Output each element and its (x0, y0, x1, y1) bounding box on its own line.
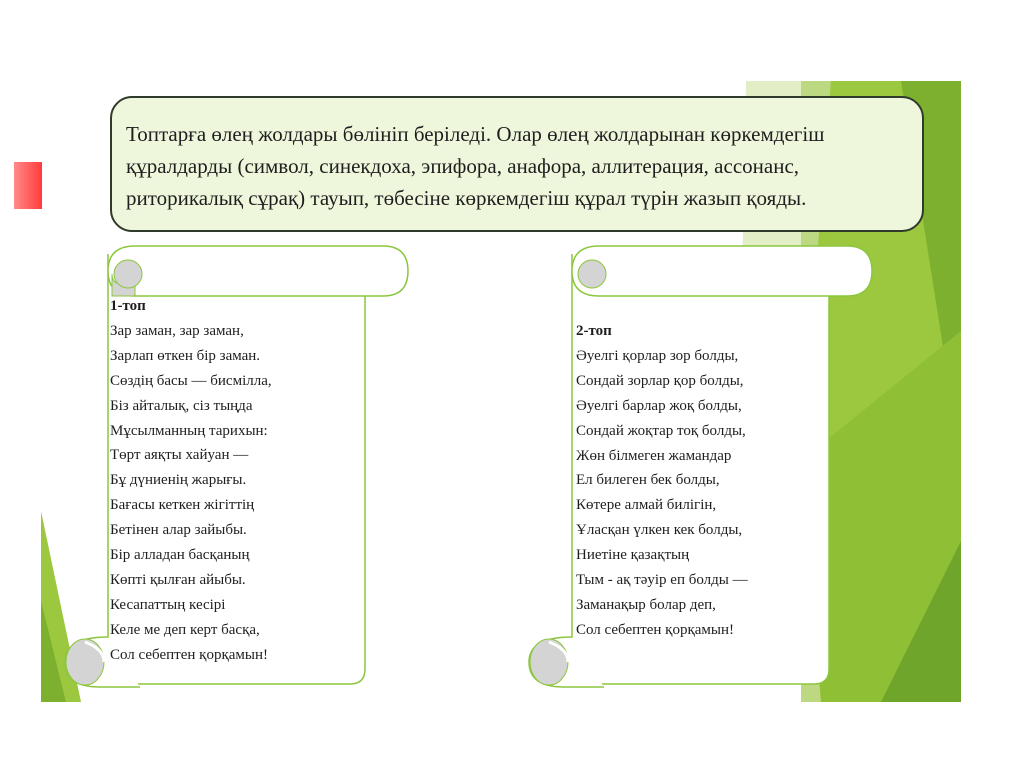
task-text: Топтарға өлең жолдары бөлініп беріледі. Олар өлең жолдарынан көркемдегіш құралдарды (символ, синекдоха, эпифора, анафора, аллитерация, ассонанс, риторикалық сұрақ) тауып, төбесіне көркемдегіш құрал түрін жазып қояды. (126, 122, 825, 210)
poem-line: Зар заман, зар заман, (110, 322, 244, 339)
poem-line: Біз айталық, сіз тыңда (110, 397, 253, 414)
poem-line: Ел билеген бек болды, (576, 472, 720, 489)
poem-line: Тым - ақ тәуір еп болды — (576, 572, 748, 589)
poem-line: Сөздің басы — бисмілла, (110, 372, 272, 389)
task-box (110, 96, 924, 232)
group-1-heading: 1-топ (110, 298, 146, 314)
poem-line: Сол себептен қорқамын! (110, 646, 268, 663)
poem-line: Төрт аяқты хайуан — (110, 447, 249, 464)
poem-line: Зарлап өткен бір заман. (110, 347, 261, 364)
poem-line: Мұсылманның тарихын: (110, 422, 268, 439)
poem-line: Ұласқан үлкен кек болды, (576, 522, 743, 539)
poem-line: Бетінен алар зайыбы. (110, 522, 247, 539)
poem-line: Жөн білмеген жамандар (576, 447, 732, 464)
poem-line: Сондай зорлар қор болды, (576, 372, 744, 389)
poem-group-2 (576, 319, 748, 643)
poem-line: Кесапаттың кесірі (110, 596, 226, 613)
poem-line: Сол себептен қорқамын! (576, 621, 734, 638)
poem-line: Бұ дүниенің жарығы. (110, 472, 247, 489)
group-2-heading: 2-топ (576, 323, 612, 339)
poem-line: Келе ме деп керт басқа, (110, 621, 260, 638)
poem-line: Көтере алмай билігін, (576, 497, 717, 514)
poem-line: Әуелгі қорлар зор болды, (576, 347, 739, 364)
poem-line: Сондай жоқтар тоқ болды, (576, 422, 746, 439)
poem-line: Заманақыр болар деп, (576, 596, 716, 613)
red-accent-bar (14, 162, 42, 209)
poem-line: Әуелгі барлар жоқ болды, (576, 397, 742, 414)
poem-line: Бағасы кеткен жігіттің (110, 497, 255, 514)
poem-line: Көпті қылған айыбы. (110, 571, 246, 588)
poem-group-1 (110, 294, 272, 668)
poem-line: Бір алладан басқаның (110, 547, 250, 564)
poem-line: Ниетіне қазақтың (576, 547, 690, 564)
